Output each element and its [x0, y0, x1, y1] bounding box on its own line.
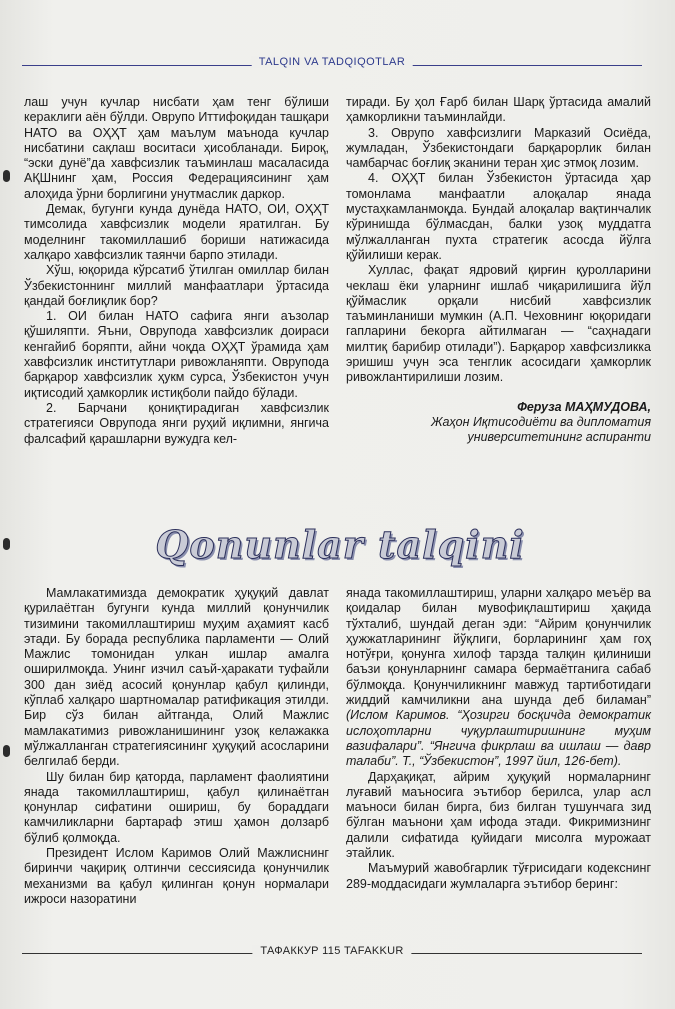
punch-hole — [3, 170, 10, 182]
author-signature — [346, 400, 651, 445]
paragraph: тиради. Бу ҳол Ғарб билан Шарқ ўртасида амалий ҳамкорликни таъминлайди. — [346, 95, 651, 125]
paragraph: Демак, бугунги кунда дунёда НАТО, ОИ, ОҲҲТ тимсолида хавфсизлик модели яратилган. Бу моделнинг такомиллашиб бориши натижасида халқаро хавфсизлик таянчи барпо этилади. — [24, 202, 329, 262]
paragraph: лаш учун кучлар нисбати ҳам тенг бўлиши кераклиги аён бўлди. Оврупо Иттифоқидан ташқари НАТО ва ОҲҲТ ҳам маълум маънода кучлар нисбатини сақлаш воситаси ҳисобланади. Бироқ, “эски дунё”да хавфсизлик таъминлаш масаласида АҚШнинг ҳам, Россия Федерациясининг ҳам алоҳида ўрни борлигини унутмаслик даркор. — [24, 95, 329, 201]
paragraph: 2. Барчани қониқтирадиган хавфсизлик стратегияси Оврупода янги руҳий иқлимни, янгича фалсафий қарашларни вужудга кел- — [24, 400, 329, 446]
quote-text: янада такомиллаштириш, уларни халқаро меъёр ва қоидалар билан мувофиқлаштириш ҳақида тўхталиб, шундай деган эди: “Айрим қонунчилик ҳужжатларининг йўқлиги, борларининг ҳам гоҳ нотўғри, қонунга хилоф тарзда талқин қилиниши баъзи қонунларнинг самара бермаётганига сабаб бўлмоқда. Қонунчиликнинг мавжуд тартиботидаги жиддий камчиликни ана шунда деб биламан” — [346, 586, 651, 708]
citation: (Ислом Каримов. “Ҳозирги босқичда демократик ислоҳотларни чуқурлаштиришнинг муҳим вазифалари”. “Янгича фикрлаш ва ишлаш — давр талаби”. Т., “Ўзбекистон”, 1997 йил, 126-бет). — [346, 708, 651, 769]
paragraph: Шу билан бир қаторда, парламент фаолиятини янада такомиллаштириш, қабул қилинаётган қонунлар сифатини ошириш, бу бораддаги камчиликларни бартараф этиш ҳамон долзарб бўлиб қолмоқда. — [24, 769, 329, 845]
author-affiliation: университетининг аспиранти — [467, 429, 651, 444]
paragraph: Хўш, юқорида кўрсатиб ўтилган омиллар билан Ўзбекистоннинг миллий манфаатлари ўртасида қандай боғлиқлик бор? — [24, 263, 329, 308]
punch-hole — [3, 745, 10, 757]
paragraph: Президент Ислом Каримов Олий Мажлиснинг биринчи чақириқ олтинчи сессиясида қонунчилик механизми ва қабул қилинган қонун нормалари ижроси назоратини — [24, 846, 329, 906]
author-affiliation: Жаҳон Иқтисодиёти ва дипломатия — [430, 414, 651, 429]
article-column-left — [24, 95, 329, 447]
paragraph: 4. ОҲҲТ билан Ўзбекистон ўртасида ҳар томонлама манфаатли алоқалар янада мустаҳкамланмоқда. Бундай алоқалар вақтинчалик кўринишда бўлмасдан, балки узоқ муддатга мўлжалланган пухта стратегик асосда йўлга қўйилиши керак. — [346, 171, 651, 262]
paragraph — [346, 586, 651, 770]
paragraph: Хуллас, фақат ядровий қирғин қуролларини чеклаш ёки уларнинг ишлаб чиқарилишига йўл қўймаслик орқали нисбий хавфсизлик таъминланиши мумкин (А.П. Чеховнинг юқоридаги гапларини бекорга айтилмаган — “саҳнадаги милтиқ барибир отилади”). Барқарор хавфсизликка эришиш учун эса тенглик асосидаги ҳамкорлик ривожлантирилиши лозим. — [346, 263, 651, 385]
page-footer — [22, 945, 642, 961]
article-column-right — [346, 95, 651, 445]
section-heading: Qonunlar talqini — [155, 522, 525, 567]
article-column-right — [346, 586, 651, 892]
punch-hole — [3, 538, 10, 550]
author-name: Феруза МАҲМУДОВА, — [517, 399, 651, 414]
paragraph: Маъмурий жавобгарлик тўғрисидаги кодекснинг 289-моддасидаги жумлаларга эътибор беринг: — [346, 861, 651, 891]
paragraph: Мамлакатимизда демократик ҳуқуқий давлат қурилаётган бугунги кунда миллий қонунчилик тизимини такомиллаштириш муҳим аҳамият касб этади. Бу борада республика парламенти — Олий Мажлис томонидан улкан ишлар амалга оширилмоқда. Унинг изчил саъй-ҳаракати туфайли 300 дан зиёд асосий қонунлар қабул қилинди, кўплаб халқаро шартномалар ратификация этилди. Бир сўз билан айтганда, Олий Мажлис мамлакатимиз ривожланишининг узоқ келажакка мўлжалланган стратегиясининг ҳуқуқий асосларини белгилаб берди. — [24, 586, 329, 769]
page-number: ТАФАККУР 115 TAFAKKUR — [252, 945, 411, 957]
paragraph: 3. Оврупо хавфсизлиги Марказий Осиёда, жумладан, Ўзбекистондаги барқарорлик билан чамбарчас боғлиқ эканини теран ҳис этмоқ лозим. — [346, 125, 651, 171]
header-title: TALQIN VA TADQIQOTLAR — [252, 56, 413, 68]
article-column-left — [24, 586, 329, 907]
paragraph: Дарҳақиқат, айрим ҳуқуқий нормаларнинг луғавий маъносига эътибор берилса, улар асл маъноси билан бирга, биз билган тушунчага зид бўлган маънони ҳам ифода этади. Фикримизнинг далили сифатида қуйидаги мисолга мурожаат этайлик. — [346, 769, 651, 861]
paragraph: 1. ОИ билан НАТО сафига янги аъзолар қўшиляпти. Яъни, Оврупода хавфсизлик доираси кенгайиб боряпти, айни чоқда ОҲҲТ ўрамида ҳам хавфсизлик институтлари ривожланяпти. Оврупода барқарор хавфсизлик ҳукм сурса, Ўзбекистон учун иқтисодий ҳамкорлик истиқболи пайдо бўлади. — [24, 309, 329, 400]
running-header — [22, 55, 642, 71]
